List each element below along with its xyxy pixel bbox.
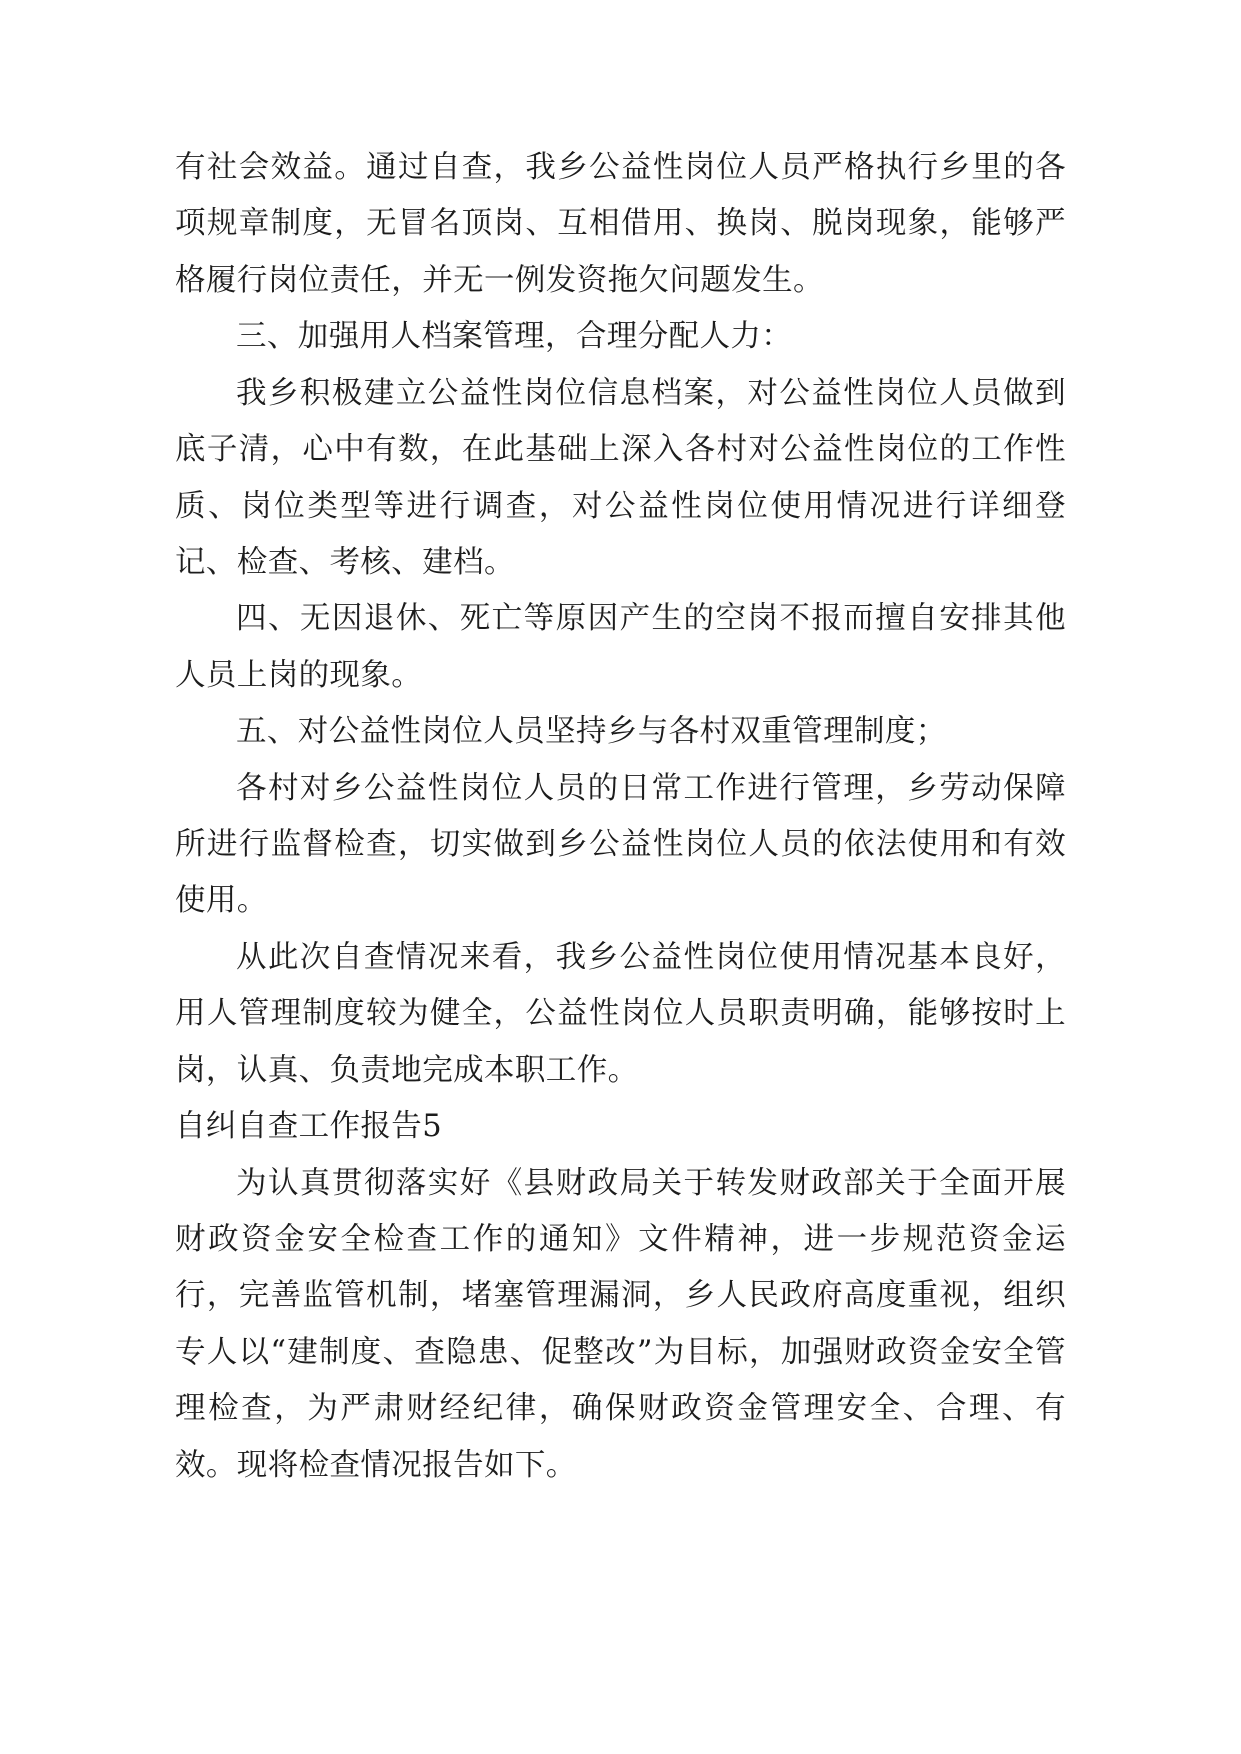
paragraph-archive-management: 我乡积极建立公益性岗位信息档案，对公益性岗位人员做到底子清，心中有数，在此基础上深入各村对公益性岗位的工作性质、岗位类型等进行调查，对公益性岗位使用情况进行详细登记、检查、考核、建档。 [175, 375, 1066, 580]
report-title-5: 自纠自查工作报告5 [175, 1109, 443, 1145]
section-heading-four: 四、无因退休、死亡等原因产生的空岗不报而擅自安排其他人员上岗的现象。 [175, 601, 1066, 693]
paragraph-continuation: 有社会效益。通过自查，我乡公益性岗位人员严格执行乡里的各项规章制度，无冒名顶岗、互相借用、换岗、脱岗现象，能够严格履行岗位责任，并无一例发资拖欠问题发生。 [175, 150, 1066, 298]
paragraph-financial-inspection: 为认真贯彻落实好《县财政局关于转发财政部关于全面开展财政资金安全检查工作的通知》文件精神，进一步规范资金运行，完善监管机制，堵塞管理漏洞，乡人民政府高度重视，组织专人以“建制度、查隐患、促整改”为目标，加强财政资金安全管理检查，为严肃财经纪律，确保财政资金管理安全、合理、有效。现将检查情况报告如下。 [175, 1165, 1066, 1483]
paragraph-conclusion: 从此次自查情况来看，我乡公益性岗位使用情况基本良好，用人管理制度较为健全，公益性岗位人员职责明确，能够按时上岗，认真、负责地完成本职工作。 [175, 939, 1066, 1088]
document-body [175, 140, 1066, 1494]
paragraph-dual-management: 各村对乡公益性岗位人员的日常工作进行管理，乡劳动保障所进行监督检查，切实做到乡公益性岗位人员的依法使用和有效使用。 [175, 770, 1066, 919]
section-heading-five: 五、对公益性岗位人员坚持乡与各村双重管理制度； [236, 714, 947, 750]
section-heading-three: 三、加强用人档案管理，合理分配人力： [236, 319, 793, 355]
